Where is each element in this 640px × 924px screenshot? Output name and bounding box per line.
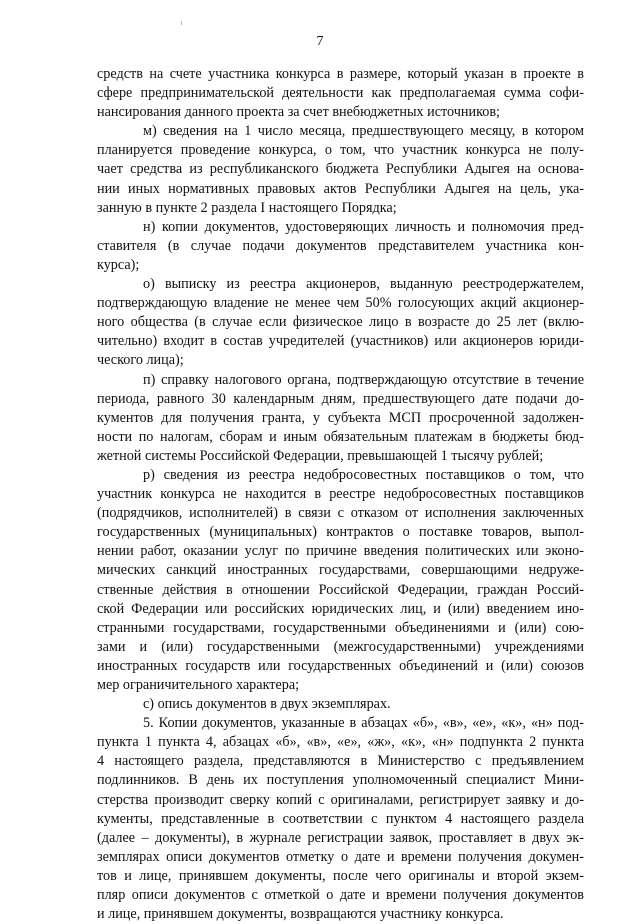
text-line: странными государствами, государственными объединениями и (или) сою-	[97, 619, 584, 636]
text-line: кументов для получения гранта, у субъекта МСП просроченной задолжен-	[97, 409, 584, 426]
text-line: м) сведения на 1 число месяца, предшествующего месяцу, в котором	[143, 123, 584, 140]
text-line: подтверждающую владение не менее чем 50% голосующих акций акционер-	[97, 295, 584, 312]
text-line: жетной системы Российской Федерации, превышающей 1 тысячу рублей;	[97, 447, 544, 464]
body-text	[97, 65, 584, 924]
text-line: занную в пункте 2 раздела I настоящего Порядка;	[97, 199, 397, 216]
text-line: ственные действия в отношении Российской Федерации, граждан Россий-	[97, 581, 584, 598]
text-line: тов и лице, принявшем документы, после чего оригиналы и второй экзем-	[97, 867, 584, 884]
text-line: планируется проведение конкурса, о том, что участник конкурса не полу-	[97, 142, 584, 159]
text-line: зами и (или) государственными (межгосударственными) учреждениями	[97, 638, 584, 655]
text-line: (подрядчиков, исполнителей) в связи с отказом от исполнения заключенных	[97, 505, 584, 522]
text-line: мер ограничительного характера;	[97, 677, 300, 693]
text-line: участник конкурса не находится в реестре недобросовестных поставщиков	[97, 486, 584, 503]
text-line: о) выписку из реестра акционеров, выданную реестродержателем,	[143, 276, 584, 293]
text-line: иностранных государств или государственных объединений и (или) союзов	[97, 657, 584, 674]
text-line: пункта 1 пункта 4, абзацах «б», «в», «е», «ж», «к», «н» подпункта 2 пункта	[97, 734, 584, 751]
text-line: чительно) входит в состав учредителей (участников) или акционеров юриди-	[97, 333, 584, 350]
text-line: (далее – документы), в журнале регистрации заявок, проставляет в двух эк-	[97, 829, 584, 846]
text-line: н) копии документов, удостоверяющих личность и полномочия пред-	[143, 218, 584, 235]
text-line: чает средства из республиканского бюджета Республики Адыгея на основа-	[97, 161, 584, 178]
text-line: земплярах описи документов отметку о дате и времени получения докумен-	[97, 848, 584, 865]
scan-speck	[181, 21, 182, 25]
text-line: ческого лица);	[97, 352, 184, 369]
text-line: р) сведения из реестра недобросовестных поставщиков о том, что	[143, 466, 584, 483]
text-line: стерства производит сверку копий с оригиналами, регистрирует заявку и до-	[97, 791, 584, 808]
text-line: нии иных нормативных правовых актов Республики Адыгея на цель, ука-	[97, 180, 584, 197]
text-line: кументы, представленные в соответствии с пунктом 4 настоящего раздела	[97, 810, 584, 827]
text-line: государственных (муниципальных) контрактов о поставке товаров, выпол-	[97, 524, 584, 541]
text-line: п) справку налогового органа, подтверждающую отсутствие в течение	[143, 371, 584, 388]
text-line: нансирования данного проекта за счет внебюджетных источников;	[97, 104, 500, 121]
text-line: 4 настоящего раздела, представляются в Министерство с предъявлением	[97, 753, 584, 770]
text-line: с) опись документов в двух экземплярах.	[143, 696, 391, 713]
text-line: сфере предпринимательской деятельности как предполагаемая сумма софи-	[97, 85, 584, 102]
text-line: нении работ, оказании услуг по причине введения политических или эконо-	[97, 543, 584, 560]
page-number: 7	[316, 34, 324, 49]
text-line: периода, равного 30 календарным дням, предшествующего дате подачи до-	[97, 390, 584, 407]
text-line: ного общества (в случае если физическое лицо в возрасте до 25 лет (вклю-	[97, 314, 584, 331]
text-line: мических санкций иностранных государствами, совершающими недруже-	[97, 562, 584, 579]
text-line: ности по налогам, сборам и иным обязательным платежам в бюджеты бюд-	[97, 428, 584, 445]
text-line: курса);	[97, 256, 140, 273]
text-line: 5. Копии документов, указанные в абзацах «б», «в», «е», «к», «н» под-	[143, 715, 584, 732]
text-line: ставителя (в случае подачи документов представителем участника кон-	[97, 237, 584, 254]
text-line: средств на счете участника конкурса в размере, который указан в проекте в	[97, 66, 584, 82]
text-line: пляр описи документов с отметкой о дате и времени получения документов	[97, 887, 584, 904]
text-line: и лице, принявшем документы, возвращаются участнику конкурса.	[97, 906, 504, 923]
text-line: ской Федерации или российских юридических лиц, и (или) введением ино-	[97, 600, 584, 617]
text-line: подлинников. В день их поступления уполномоченный специалист Мини-	[97, 772, 584, 789]
